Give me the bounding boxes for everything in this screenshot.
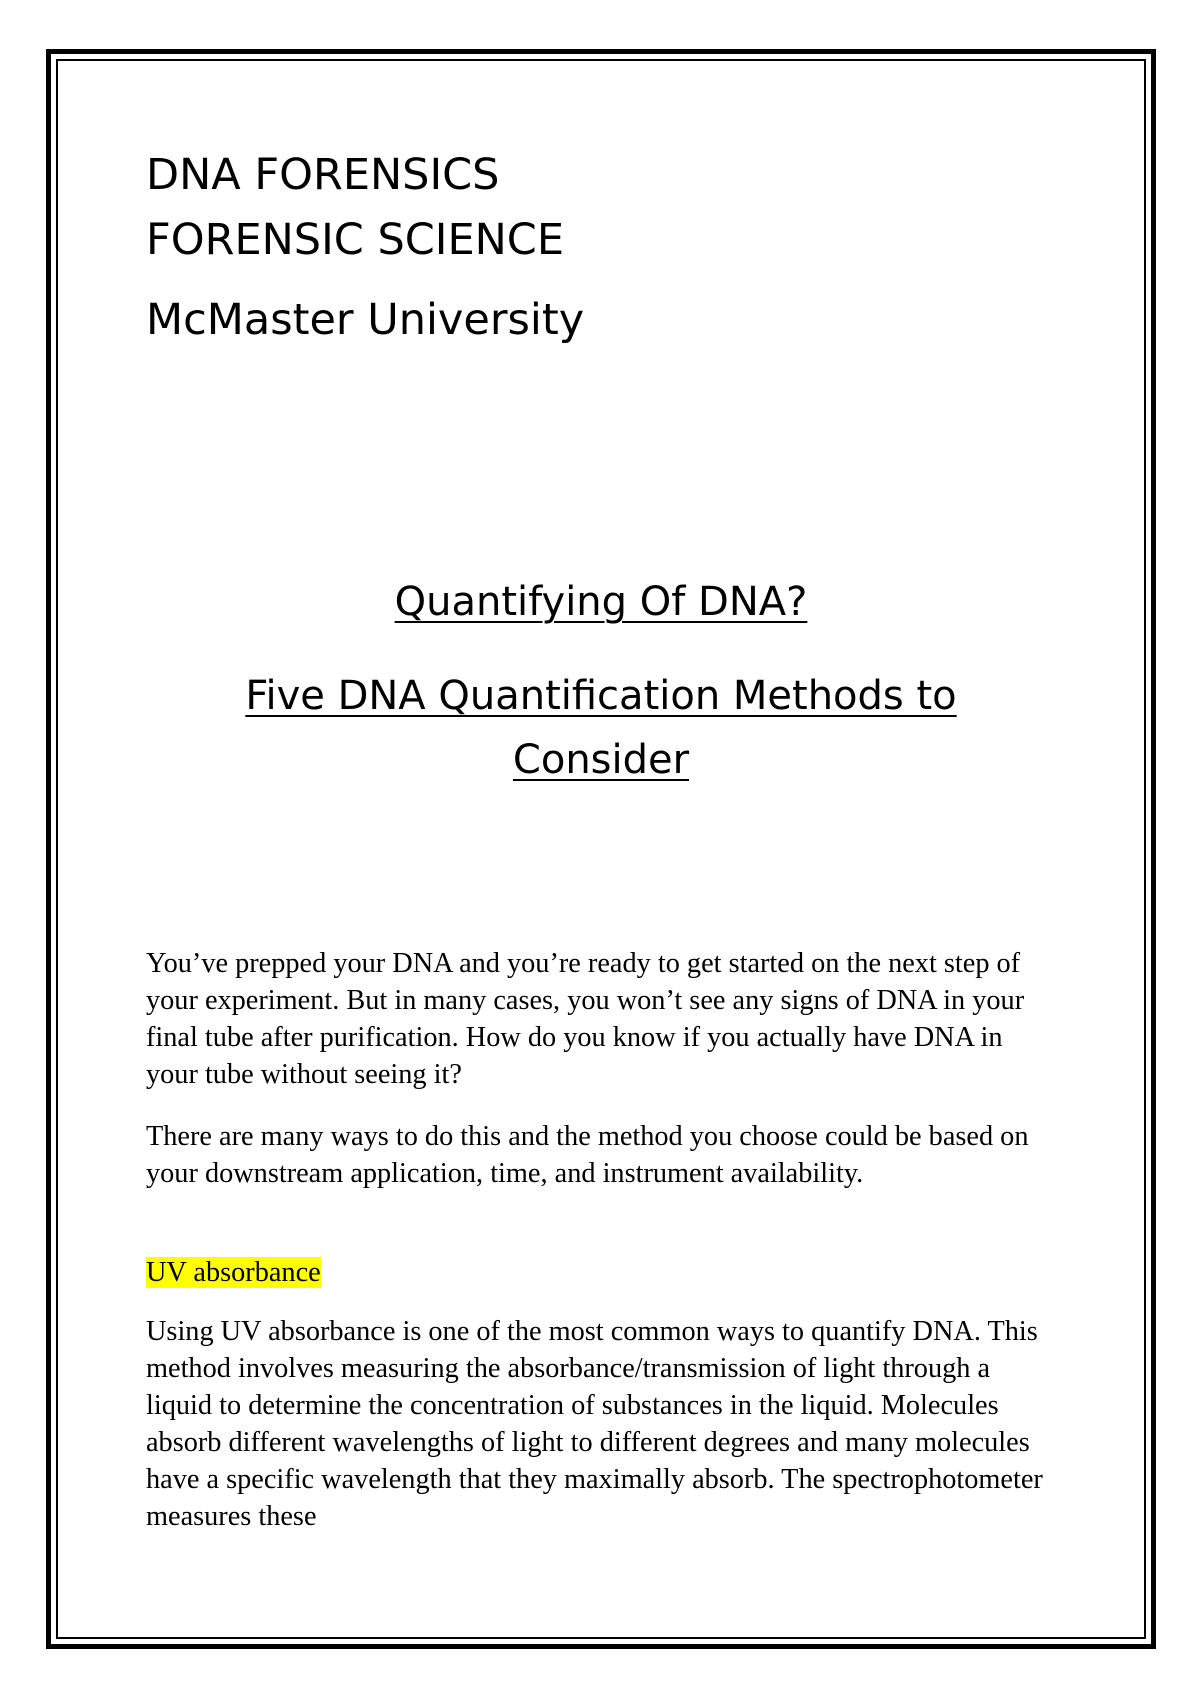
university-name: McMaster University — [146, 295, 585, 345]
title-line-3: Consider — [512, 737, 690, 783]
title-line-2: Five DNA Quantification Methods to — [245, 673, 957, 719]
title-line-1: Quantifying Of DNA? — [394, 579, 808, 625]
course-title: DNA FORENSICS — [146, 150, 500, 200]
uv-absorbance-paragraph: Using UV absorbance is one of the most common ways to quantify DNA. This method involves measuring the absorbance/transmission of light through a liquid to determine the concentration of substances in the liquid. Molecules absorb different wavelengths of light to different degrees and many molecules have a specific wavelength that they maximally absorb. The spectrophotometer measures these — [146, 1316, 1043, 1532]
program-name: FORENSIC SCIENCE — [146, 215, 564, 265]
highlighted-heading-text: UV absorbance — [146, 1257, 321, 1288]
methods-paragraph: There are many ways to do this and the method you choose could be based on your downstream application, time, and instrument availability. — [146, 1121, 1029, 1189]
document-subtitle — [146, 664, 1056, 792]
document-title — [146, 578, 1056, 626]
section-heading-uv-absorbance — [146, 1254, 321, 1291]
intro-paragraph: You’ve prepped your DNA and you’re ready to get started on the next step of your experiment. But in many cases, you won’t see any signs of DNA in your final tube after purification. How do you know if you actually have DNA in your tube without seeing it? — [146, 948, 1025, 1090]
